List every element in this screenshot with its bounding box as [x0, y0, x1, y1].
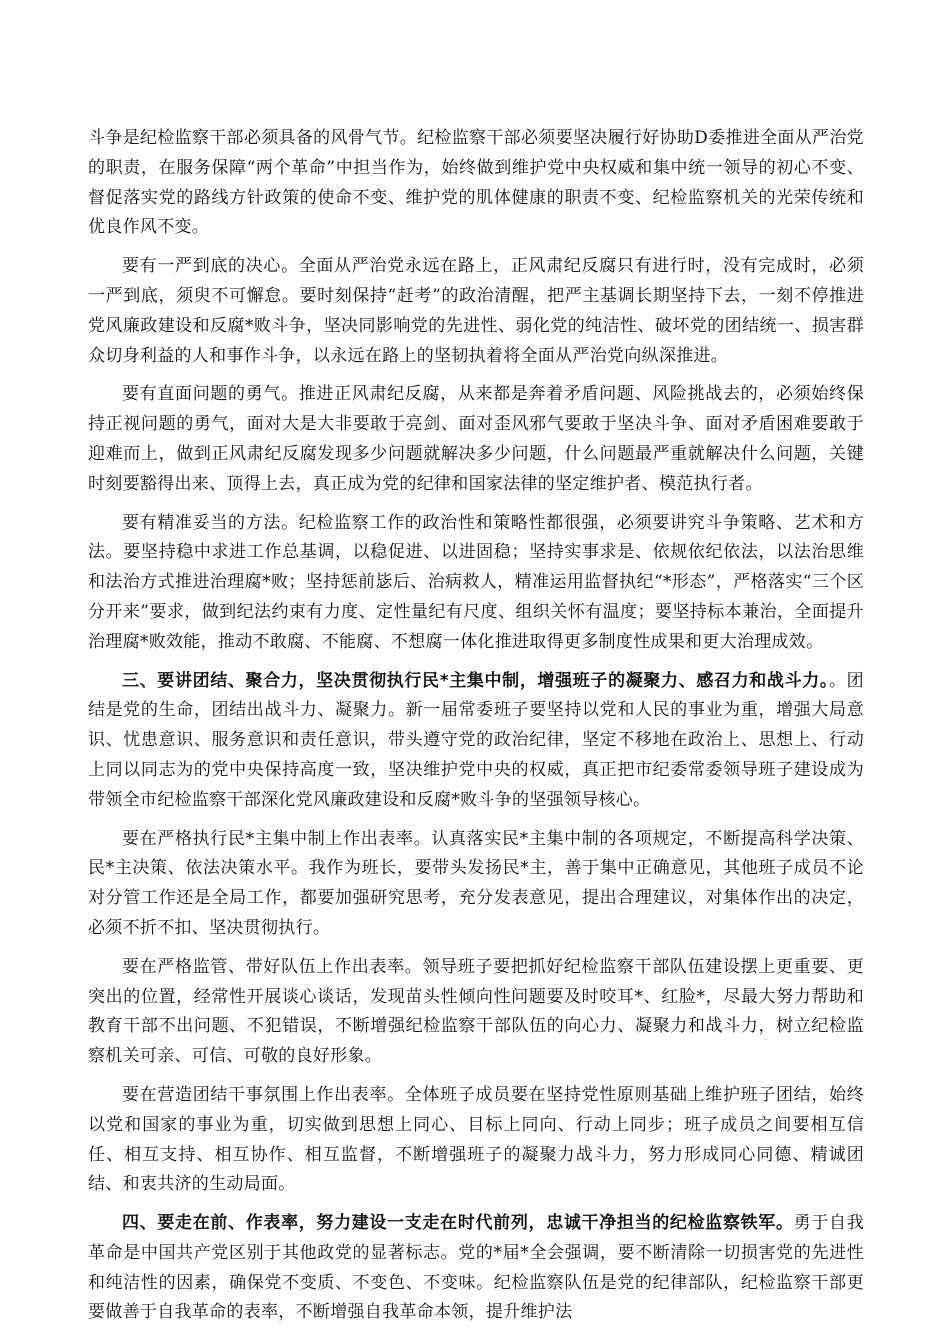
paragraph-7-text: 要在严格监管、带好队伍上作出表率。领导班子要把抓好纪检监察干部队伍建设摆上更重要、更突出的位置，经常性开展谈心谈话，发现苗头性倾向性问题要及时咬耳*、红脸*，尽最大努力帮助和教育干部不出问题、不犯错误，不断增强纪检监察干部队伍的向心力、凝聚力和战斗力，树立纪检监察机关可亲、可信、可敬的良好形象。 — [88, 956, 864, 1067]
paragraph-6-text: 要在严格执行民*主集中制上作出表率。认真落实民*主集中制的各项规定，不断提高科学决策、民*主决策、依法决策水平。我作为班长，要带头发扬民*主，善于集中正确意见，其他班子成员不论对分管工作还是全局工作，都要加强研究思考，充分发表意见，提出合理建议，对集体作出的决定，必须不折不扣、坚决贯彻执行。 — [88, 828, 864, 938]
section-4-paragraph — [88, 1209, 864, 1328]
section-4-text: 勇于自我革命是中国共产党区别于其他政党的显著标志。党的*届*全会强调，要不断清除一切损害党的先进性和纯洁性的因素，确保党不变质、不变色、不变味。纪检监察队伍是党的纪律部队，纪检监察干部更要做善于自我革命的表率，不断增强自我革命本领，提升维护法 — [88, 1213, 864, 1323]
section-3-heading: 三、要讲团结、聚合力，坚决贯彻执行民*主集中制，增强班子的凝聚力、感召力和战斗力。 — [122, 670, 830, 691]
paragraph-8-text: 要在营造团结干事氛围上作出表率。全体班子成员要在坚持党性原则基础上维护班子团结，始终以党和国家的事业为重，切实做到思想上同心、目标上同向、行动上同步；班子成员之间要相互信任、相互支持、相互协作、相互监督，不断增强班子的凝聚力战斗力，努力形成同心同德、精诚团结、和衷共济的生动局面。 — [88, 1084, 864, 1195]
paragraph-3 — [88, 380, 864, 499]
paragraph-2 — [88, 252, 864, 371]
paragraph-1 — [88, 124, 864, 243]
section-3-paragraph — [88, 667, 864, 816]
paragraph-7 — [88, 953, 864, 1072]
paragraph-6 — [88, 825, 864, 944]
paragraph-1-text: 斗争是纪检监察干部必须具备的风骨气节。纪检监察干部必须要坚决履行好协助D委推进全面从严治党的职责，在服务保障“两个革命”中担当作为，始终做到维护党中央权威和集中统一领导的初心不变、督促落实党的路线方针政策的使命不变、维护党的肌体健康的职责不变、纪检监察机关的光荣传统和优良作风不变。 — [88, 128, 864, 238]
paragraph-8 — [88, 1081, 864, 1200]
paragraph-3-text: 要有直面问题的勇气。推进正风肃纪反腐，从来都是奔着矛盾问题、风险挑战去的，必须始终保持正视问题的勇气，面对大是大非要敢于亮剑、面对歪风邪气要敢于坚决斗争、面对矛盾困难要敢于迎难而上，做到正风肃纪反腐发现多少问题就解决多少问题，什么问题最严重就解决什么问题，关键时刻要豁得出来、顶得上去，真正成为党的纪律和国家法律的坚定维护者、模范执行者。 — [88, 384, 864, 494]
section-3-text: 。团结是党的生命，团结出战斗力、凝聚力。新一届常委班子要坚持以党和人民的事业为重，增强大局意识、忧患意识、服务意识和责任意识，带头遵守党的政治纪律，坚定不移地在政治上、思想上、行动上同以同志为的党中央保持高度一致，坚决维护党中央的权威，真正把市纪委常委领导班子建设成为带领全市纪检监察干部深化党风廉政建设和反腐*败斗争的坚强领导核心。 — [88, 670, 864, 810]
paragraph-2-text: 要有一严到底的决心。全面从严治党永远在路上，正风肃纪反腐只有进行时，没有完成时，必须一严到底，须臾不可懈怠。要时刻保持“赶考”的政治清醒，把严主基调长期坚持下去，一刻不停推进党风廉政建设和反腐*败斗争，坚决同影响党的先进性、弱化党的纯洁性、破坏党的团结统一、损害群众切身利益的人和事作斗争，以永远在路上的坚韧执着将全面从严治党向纵深推进。 — [88, 256, 864, 366]
section-4-heading: 四、要走在前、作表率，努力建设一支走在时代前列，忠诚干净担当的纪检监察铁军。 — [122, 1213, 794, 1234]
paragraph-4 — [88, 509, 864, 658]
document-page — [88, 124, 864, 1337]
paragraph-4-text: 要有精准妥当的方法。纪检监察工作的政治性和策略性都很强，必须要讲究斗争策略、艺术和方法。要坚持稳中求进工作总基调，以稳促进、以进固稳；坚持实事求是、依规依纪依法，以法治思维和法治方式推进治理腐*败；坚持惩前毖后、治病救人，精准运用监督执纪“*形态”，严格落实“三个区分开来”要求，做到纪法约束有力度、定性量纪有尺度、组织关怀有温度；要坚持标本兼治，全面提升治理腐*败效能，推动不敢腐、不能腐、不想腐一体化推进取得更多制度性成果和更大治理成效。 — [88, 512, 864, 652]
